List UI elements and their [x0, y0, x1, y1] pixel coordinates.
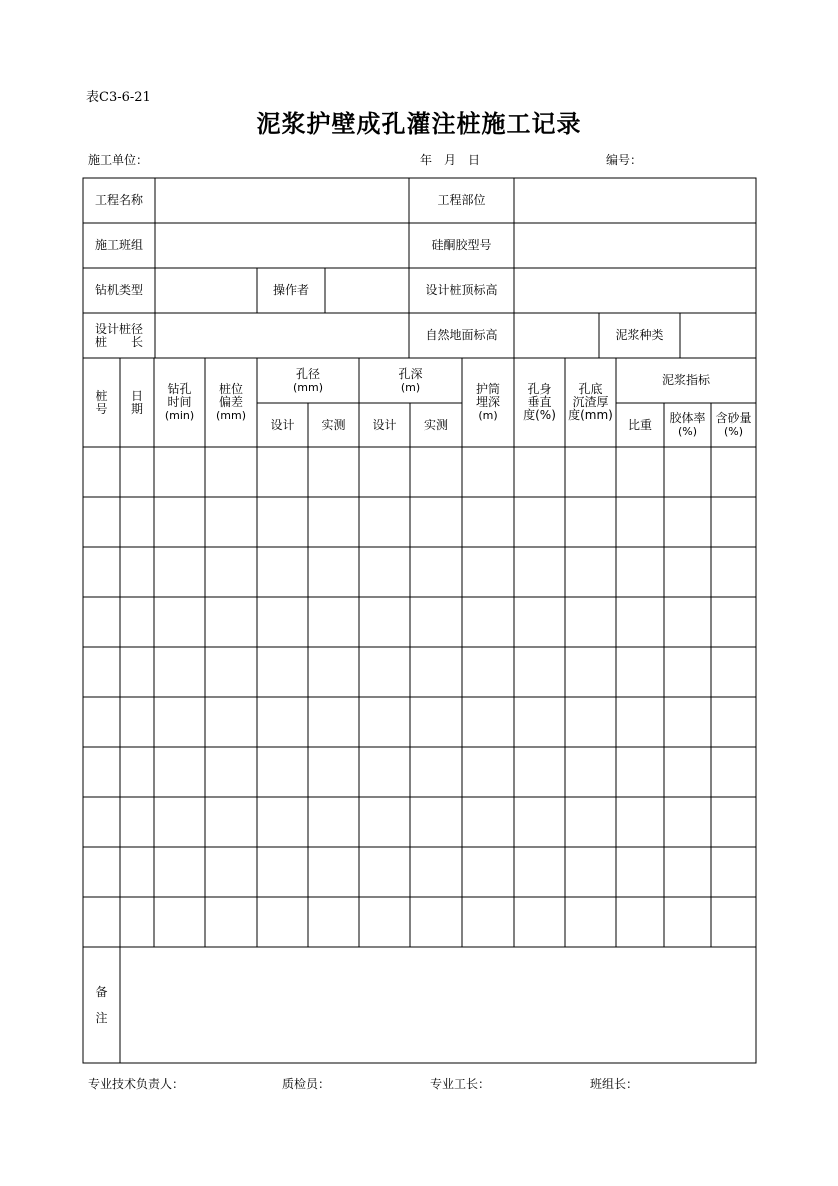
table-cell[interactable]	[515, 548, 564, 596]
table-cell[interactable]	[665, 648, 710, 696]
table-cell[interactable]	[258, 798, 307, 846]
table-cell[interactable]	[84, 898, 119, 946]
ground-elevation-label: 自然地面标高	[425, 328, 498, 342]
table-cell[interactable]	[411, 448, 461, 496]
table-cell[interactable]	[566, 548, 615, 596]
inspector-signature-label: 质检员：	[282, 1077, 331, 1091]
table-cell[interactable]	[84, 848, 119, 896]
table-cell[interactable]	[617, 798, 663, 846]
table-cell[interactable]	[515, 898, 564, 946]
table-cell[interactable]	[515, 448, 564, 496]
table-cell[interactable]	[665, 698, 710, 746]
table-cell[interactable]	[84, 448, 119, 496]
table-cell[interactable]	[309, 848, 358, 896]
colloid-rate-header	[664, 403, 711, 447]
tech-lead-signature-label: 专业技术负责人：	[88, 1077, 185, 1091]
table-cell[interactable]	[463, 798, 513, 846]
sediment-header-l1: 孔底	[578, 382, 603, 396]
table-cell[interactable]	[360, 798, 409, 846]
table-cell[interactable]	[206, 548, 256, 596]
remarks-label-l1: 备	[95, 985, 108, 999]
table-cell[interactable]	[515, 748, 564, 796]
table-cell[interactable]	[617, 498, 663, 546]
rig-type-field[interactable]	[156, 269, 256, 312]
table-cell[interactable]	[463, 648, 513, 696]
design-pile-size-label	[83, 313, 155, 358]
table-cell[interactable]	[121, 898, 153, 946]
table-cell[interactable]	[309, 498, 358, 546]
table-cell[interactable]	[309, 548, 358, 596]
table-cell[interactable]	[665, 598, 710, 646]
table-cell[interactable]	[258, 698, 307, 746]
casing-depth-header-l2: 埋深	[475, 395, 500, 409]
table-cell[interactable]	[665, 448, 710, 496]
table-cell[interactable]	[463, 848, 513, 896]
table-cell[interactable]	[309, 698, 358, 746]
casing-depth-header-unit: (m)	[478, 409, 498, 422]
drill-time-header-l2: 时间	[167, 395, 192, 409]
drill-time-header-l1: 钻孔	[167, 382, 192, 396]
table-cell[interactable]	[155, 498, 204, 546]
table-cell[interactable]	[617, 548, 663, 596]
project-location-field[interactable]	[515, 179, 755, 222]
table-cell[interactable]	[411, 648, 461, 696]
sand-content-header	[711, 403, 756, 447]
verticality-header-l1: 孔身	[527, 382, 552, 396]
project-name-field[interactable]	[156, 179, 408, 222]
table-cell[interactable]	[515, 498, 564, 546]
table-cell[interactable]	[258, 498, 307, 546]
date-header	[120, 358, 154, 447]
hole-depth-header-l1: 孔深	[398, 366, 423, 381]
table-cell[interactable]	[258, 448, 307, 496]
remarks-label	[83, 947, 120, 1063]
table-cell[interactable]	[360, 748, 409, 796]
bentonite-model-label: 硅酮胶型号	[431, 238, 492, 252]
team-label: 施工班组	[94, 238, 143, 252]
position-deviation-header-unit: (mm)	[215, 409, 246, 422]
table-cell[interactable]	[155, 898, 204, 946]
project-location-label: 工程部位	[437, 193, 486, 207]
table-cell[interactable]	[515, 598, 564, 646]
casing-depth-header	[462, 358, 514, 447]
table-cell[interactable]	[360, 598, 409, 646]
depth-actual-header: 实测	[423, 417, 448, 432]
table-cell[interactable]	[712, 848, 755, 896]
table-cell[interactable]	[463, 698, 513, 746]
verticality-header-l2: 垂直	[527, 395, 552, 409]
table-cell[interactable]	[665, 798, 710, 846]
diameter-actual-header: 实测	[321, 417, 346, 432]
table-cell[interactable]	[566, 698, 615, 746]
table-cell[interactable]	[206, 798, 256, 846]
table-cell[interactable]	[665, 498, 710, 546]
table-cell[interactable]	[206, 898, 256, 946]
table-cell[interactable]	[206, 748, 256, 796]
colloid-rate-header-l1: 胶体率	[669, 411, 706, 425]
rig-type-label: 钻机类型	[94, 283, 143, 297]
table-cell[interactable]	[463, 748, 513, 796]
table-cell[interactable]	[712, 748, 755, 796]
table-cell[interactable]	[155, 448, 204, 496]
table-cell[interactable]	[566, 748, 615, 796]
table-cell[interactable]	[258, 548, 307, 596]
position-deviation-header-l1: 桩位	[218, 382, 243, 396]
mud-type-field[interactable]	[681, 314, 755, 357]
table-cell[interactable]	[617, 698, 663, 746]
table-cell[interactable]	[309, 648, 358, 696]
table-cell[interactable]	[411, 898, 461, 946]
table-cell[interactable]	[121, 448, 153, 496]
table-cell[interactable]	[155, 698, 204, 746]
sand-content-header-unit: (%)	[723, 425, 744, 438]
table-cell[interactable]	[463, 548, 513, 596]
table-cell[interactable]	[309, 448, 358, 496]
form-code: 表C3-6-21	[86, 90, 151, 105]
design-pile-size-label-line1: 设计桩径	[94, 321, 143, 336]
table-cell[interactable]	[411, 698, 461, 746]
position-deviation-header-l2: 偏差	[218, 395, 243, 409]
table-cell[interactable]	[566, 448, 615, 496]
table-cell[interactable]	[463, 448, 513, 496]
table-cell[interactable]	[617, 898, 663, 946]
table-cell[interactable]	[258, 598, 307, 646]
design-top-elevation-label: 设计桩顶标高	[425, 283, 498, 297]
colloid-rate-header-unit: (%)	[677, 425, 698, 438]
table-cell[interactable]	[258, 848, 307, 896]
table-cell[interactable]	[515, 848, 564, 896]
table-cell[interactable]	[515, 698, 564, 746]
position-deviation-header	[205, 358, 257, 447]
sand-content-header-l1: 含砂量	[715, 411, 752, 425]
table-cell[interactable]	[566, 498, 615, 546]
design-pile-size-label-line2: 桩 长	[94, 334, 143, 349]
table-cell[interactable]	[617, 598, 663, 646]
table-cell[interactable]	[84, 798, 119, 846]
table-cell[interactable]	[515, 798, 564, 846]
table-cell[interactable]	[155, 648, 204, 696]
table-cell[interactable]	[360, 448, 409, 496]
mud-type-label: 泥浆种类	[615, 328, 664, 342]
table-cell[interactable]	[360, 498, 409, 546]
table-cell[interactable]	[309, 748, 358, 796]
table-cell[interactable]	[309, 798, 358, 846]
sediment-header-l3: 度(mm)	[568, 408, 613, 422]
table-cell[interactable]	[121, 598, 153, 646]
table-cell[interactable]	[411, 848, 461, 896]
diameter-design-header: 设计	[270, 417, 295, 432]
project-name-label: 工程名称	[94, 193, 143, 207]
pile-number-header-l1: 桩	[95, 388, 108, 403]
table-cell[interactable]	[617, 848, 663, 896]
table-cell[interactable]	[84, 698, 119, 746]
hole-depth-header	[359, 358, 462, 403]
table-cell[interactable]	[712, 898, 755, 946]
table-cell[interactable]	[566, 598, 615, 646]
sediment-header	[565, 358, 616, 447]
table-cell[interactable]	[360, 848, 409, 896]
table-cell[interactable]	[258, 648, 307, 696]
table-cell[interactable]	[206, 448, 256, 496]
design-pile-size-field[interactable]	[156, 314, 408, 357]
table-cell[interactable]	[411, 748, 461, 796]
table-cell[interactable]	[617, 648, 663, 696]
table-cell[interactable]	[155, 548, 204, 596]
table-cell[interactable]	[121, 698, 153, 746]
ground-elevation-field[interactable]	[515, 314, 598, 357]
table-cell[interactable]	[712, 448, 755, 496]
table-cell[interactable]	[617, 448, 663, 496]
design-top-elevation-field[interactable]	[515, 269, 755, 312]
table-cell[interactable]	[712, 498, 755, 546]
pile-number-header	[83, 358, 120, 447]
table-cell[interactable]	[360, 698, 409, 746]
table-cell[interactable]	[566, 898, 615, 946]
table-cell[interactable]	[84, 648, 119, 696]
table-cell[interactable]	[84, 748, 119, 796]
table-cell[interactable]	[84, 598, 119, 646]
table-cell[interactable]	[360, 898, 409, 946]
table-cell[interactable]	[360, 548, 409, 596]
table-cell[interactable]	[155, 848, 204, 896]
table-cell[interactable]	[515, 648, 564, 696]
table-cell[interactable]	[712, 548, 755, 596]
table-cell[interactable]	[566, 798, 615, 846]
table-cell[interactable]	[617, 748, 663, 796]
table-cell[interactable]	[121, 648, 153, 696]
table-cell[interactable]	[411, 548, 461, 596]
table-cell[interactable]	[712, 798, 755, 846]
table-cell[interactable]	[463, 598, 513, 646]
date-header-l2: 期	[130, 401, 143, 416]
hole-depth-header-unit: (m)	[400, 380, 421, 394]
mud-index-header: 泥浆指标	[661, 373, 710, 387]
team-leader-signature-label: 班组长：	[590, 1077, 639, 1091]
table-cell[interactable]	[155, 748, 204, 796]
construction-unit-label: 施工单位：	[88, 153, 149, 167]
operator-label: 操作者	[272, 283, 309, 297]
drill-time-header	[154, 358, 205, 447]
verticality-header-l3: 度(%)	[523, 408, 556, 422]
remarks-field[interactable]	[121, 948, 755, 1062]
table-cell[interactable]	[258, 898, 307, 946]
pile-number-header-l2: 号	[95, 401, 108, 416]
table-cell[interactable]	[665, 548, 710, 596]
operator-field[interactable]	[326, 269, 408, 312]
bentonite-model-field[interactable]	[515, 224, 755, 267]
date-label: 年 月 日	[420, 153, 481, 167]
table-cell[interactable]	[463, 898, 513, 946]
verticality-header	[514, 358, 565, 447]
foreman-signature-label: 专业工长：	[430, 1077, 491, 1091]
table-cell[interactable]	[121, 798, 153, 846]
table-cell[interactable]	[121, 548, 153, 596]
casing-depth-header-l1: 护筒	[475, 382, 500, 396]
table-cell[interactable]	[665, 848, 710, 896]
table-cell[interactable]	[411, 498, 461, 546]
table-cell[interactable]	[206, 498, 256, 546]
table-cell[interactable]	[566, 848, 615, 896]
table-cell[interactable]	[206, 648, 256, 696]
density-header: 比重	[627, 417, 652, 432]
page-title: 泥浆护壁成孔灌注桩施工记录	[256, 109, 582, 138]
table-cell[interactable]	[665, 748, 710, 796]
table-cell[interactable]	[258, 748, 307, 796]
table-cell[interactable]	[84, 498, 119, 546]
table-cell[interactable]	[712, 648, 755, 696]
table-cell[interactable]	[665, 898, 710, 946]
table-cell[interactable]	[712, 598, 755, 646]
table-cell[interactable]	[206, 598, 256, 646]
sediment-header-l2: 沉渣厚	[572, 395, 609, 409]
table-cell[interactable]	[155, 598, 204, 646]
table-cell[interactable]	[463, 498, 513, 546]
hole-diameter-header-unit: (mm)	[292, 380, 323, 394]
table-cell[interactable]	[206, 848, 256, 896]
remarks-label-l2: 注	[95, 1011, 108, 1025]
drill-time-header-unit: (min)	[164, 409, 195, 422]
hole-diameter-header	[257, 358, 359, 403]
table-cell[interactable]	[566, 648, 615, 696]
table-cell[interactable]	[155, 798, 204, 846]
table-cell[interactable]	[309, 898, 358, 946]
table-cell[interactable]	[309, 598, 358, 646]
table-cell[interactable]	[84, 548, 119, 596]
form-number-label: 编号：	[606, 153, 643, 167]
table-cell[interactable]	[121, 848, 153, 896]
table-cell[interactable]	[411, 598, 461, 646]
table-cell[interactable]	[712, 698, 755, 746]
depth-design-header: 设计	[372, 417, 397, 432]
table-cell[interactable]	[206, 698, 256, 746]
table-cell[interactable]	[360, 648, 409, 696]
hole-diameter-header-l1: 孔径	[295, 366, 320, 381]
table-cell[interactable]	[121, 748, 153, 796]
team-field[interactable]	[156, 224, 408, 267]
date-header-l1: 日	[130, 388, 143, 403]
table-cell[interactable]	[121, 498, 153, 546]
table-cell[interactable]	[411, 798, 461, 846]
